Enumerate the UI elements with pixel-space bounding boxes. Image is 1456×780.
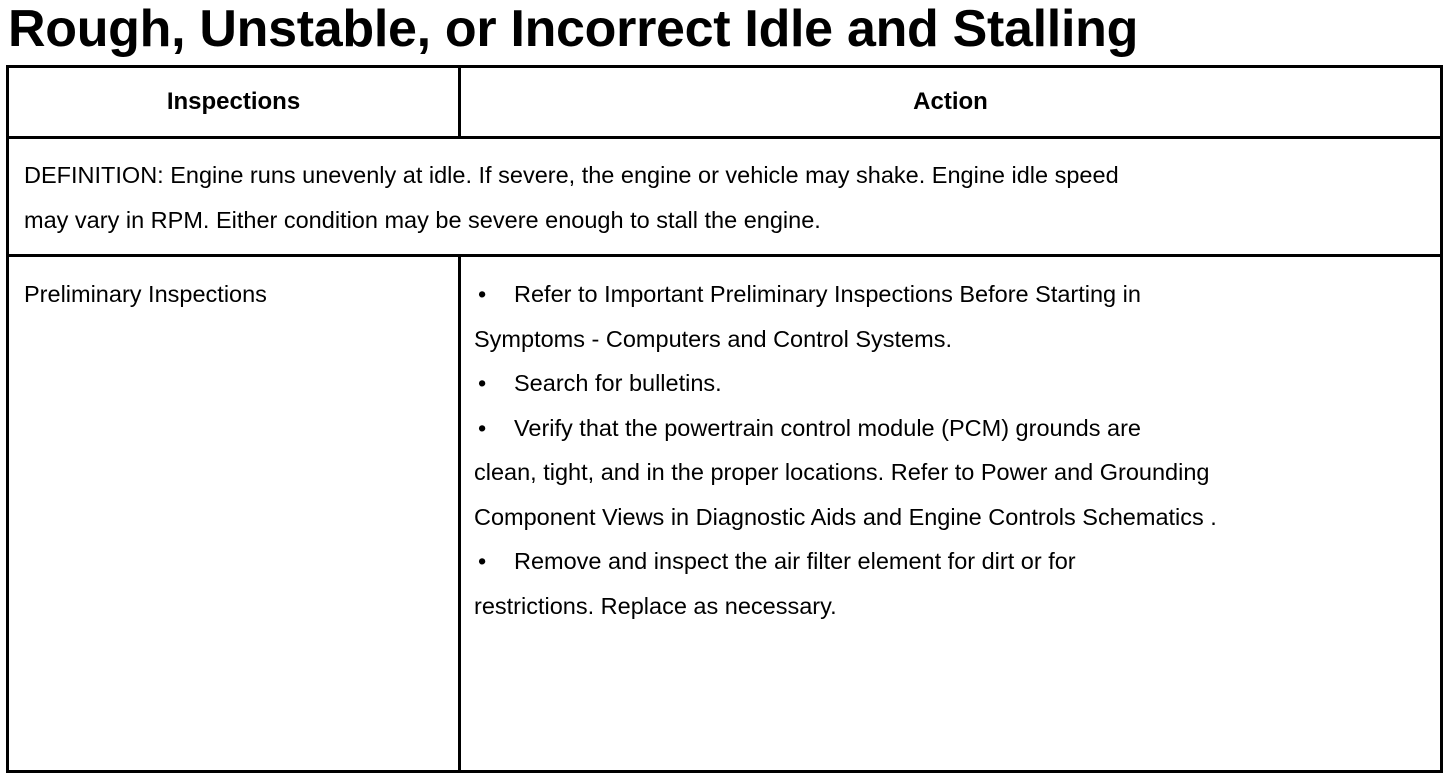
- bullet-icon: •: [478, 414, 487, 441]
- column-divider-body: [458, 254, 461, 770]
- action-text: clean, tight, and in the proper locations. Refer to Power and Grounding: [474, 459, 1210, 485]
- action-text: Refer to Important Preliminary Inspections Before Starting in: [514, 281, 1141, 307]
- header-inspections: Inspections: [166, 88, 301, 115]
- bullet-icon: •: [478, 370, 487, 396]
- diagnostic-table: [6, 65, 1443, 773]
- page-title: Rough, Unstable, or Incorrect Idle and Stalling: [8, 0, 1139, 58]
- inspection-cell: [24, 272, 267, 317]
- action-cell: [474, 272, 1217, 628]
- column-divider-header: [458, 68, 461, 139]
- definition-divider: [9, 254, 1440, 257]
- action-item: [474, 539, 1217, 584]
- action-item: [474, 406, 1217, 451]
- definition-cell: [24, 153, 1119, 242]
- action-text: Component Views in Diagnostic Aids and Engine Controls Schematics .: [474, 503, 1217, 530]
- header-divider: [9, 136, 1440, 139]
- action-item: [474, 272, 1217, 317]
- bullet-icon: •: [478, 548, 487, 574]
- bullet-icon: •: [478, 281, 487, 307]
- definition-line: DEFINITION: Engine runs unevenly at idle. If severe, the engine or vehicle may shake. Engine idle speed: [24, 162, 1119, 188]
- action-text: restrictions. Replace as necessary.: [474, 592, 837, 619]
- action-item: [474, 361, 1217, 406]
- definition-line: may vary in RPM. Either condition may be severe enough to stall the engine.: [24, 206, 821, 233]
- action-text: Search for bulletins.: [514, 370, 722, 396]
- action-text: Remove and inspect the air filter element for dirt or for: [514, 548, 1076, 574]
- header-action: Action: [913, 88, 988, 115]
- action-text: Symptoms - Computers and Control Systems.: [474, 325, 952, 352]
- inspection-label: Preliminary Inspections: [24, 281, 267, 307]
- action-text: Verify that the powertrain control module (PCM) grounds are: [514, 414, 1141, 441]
